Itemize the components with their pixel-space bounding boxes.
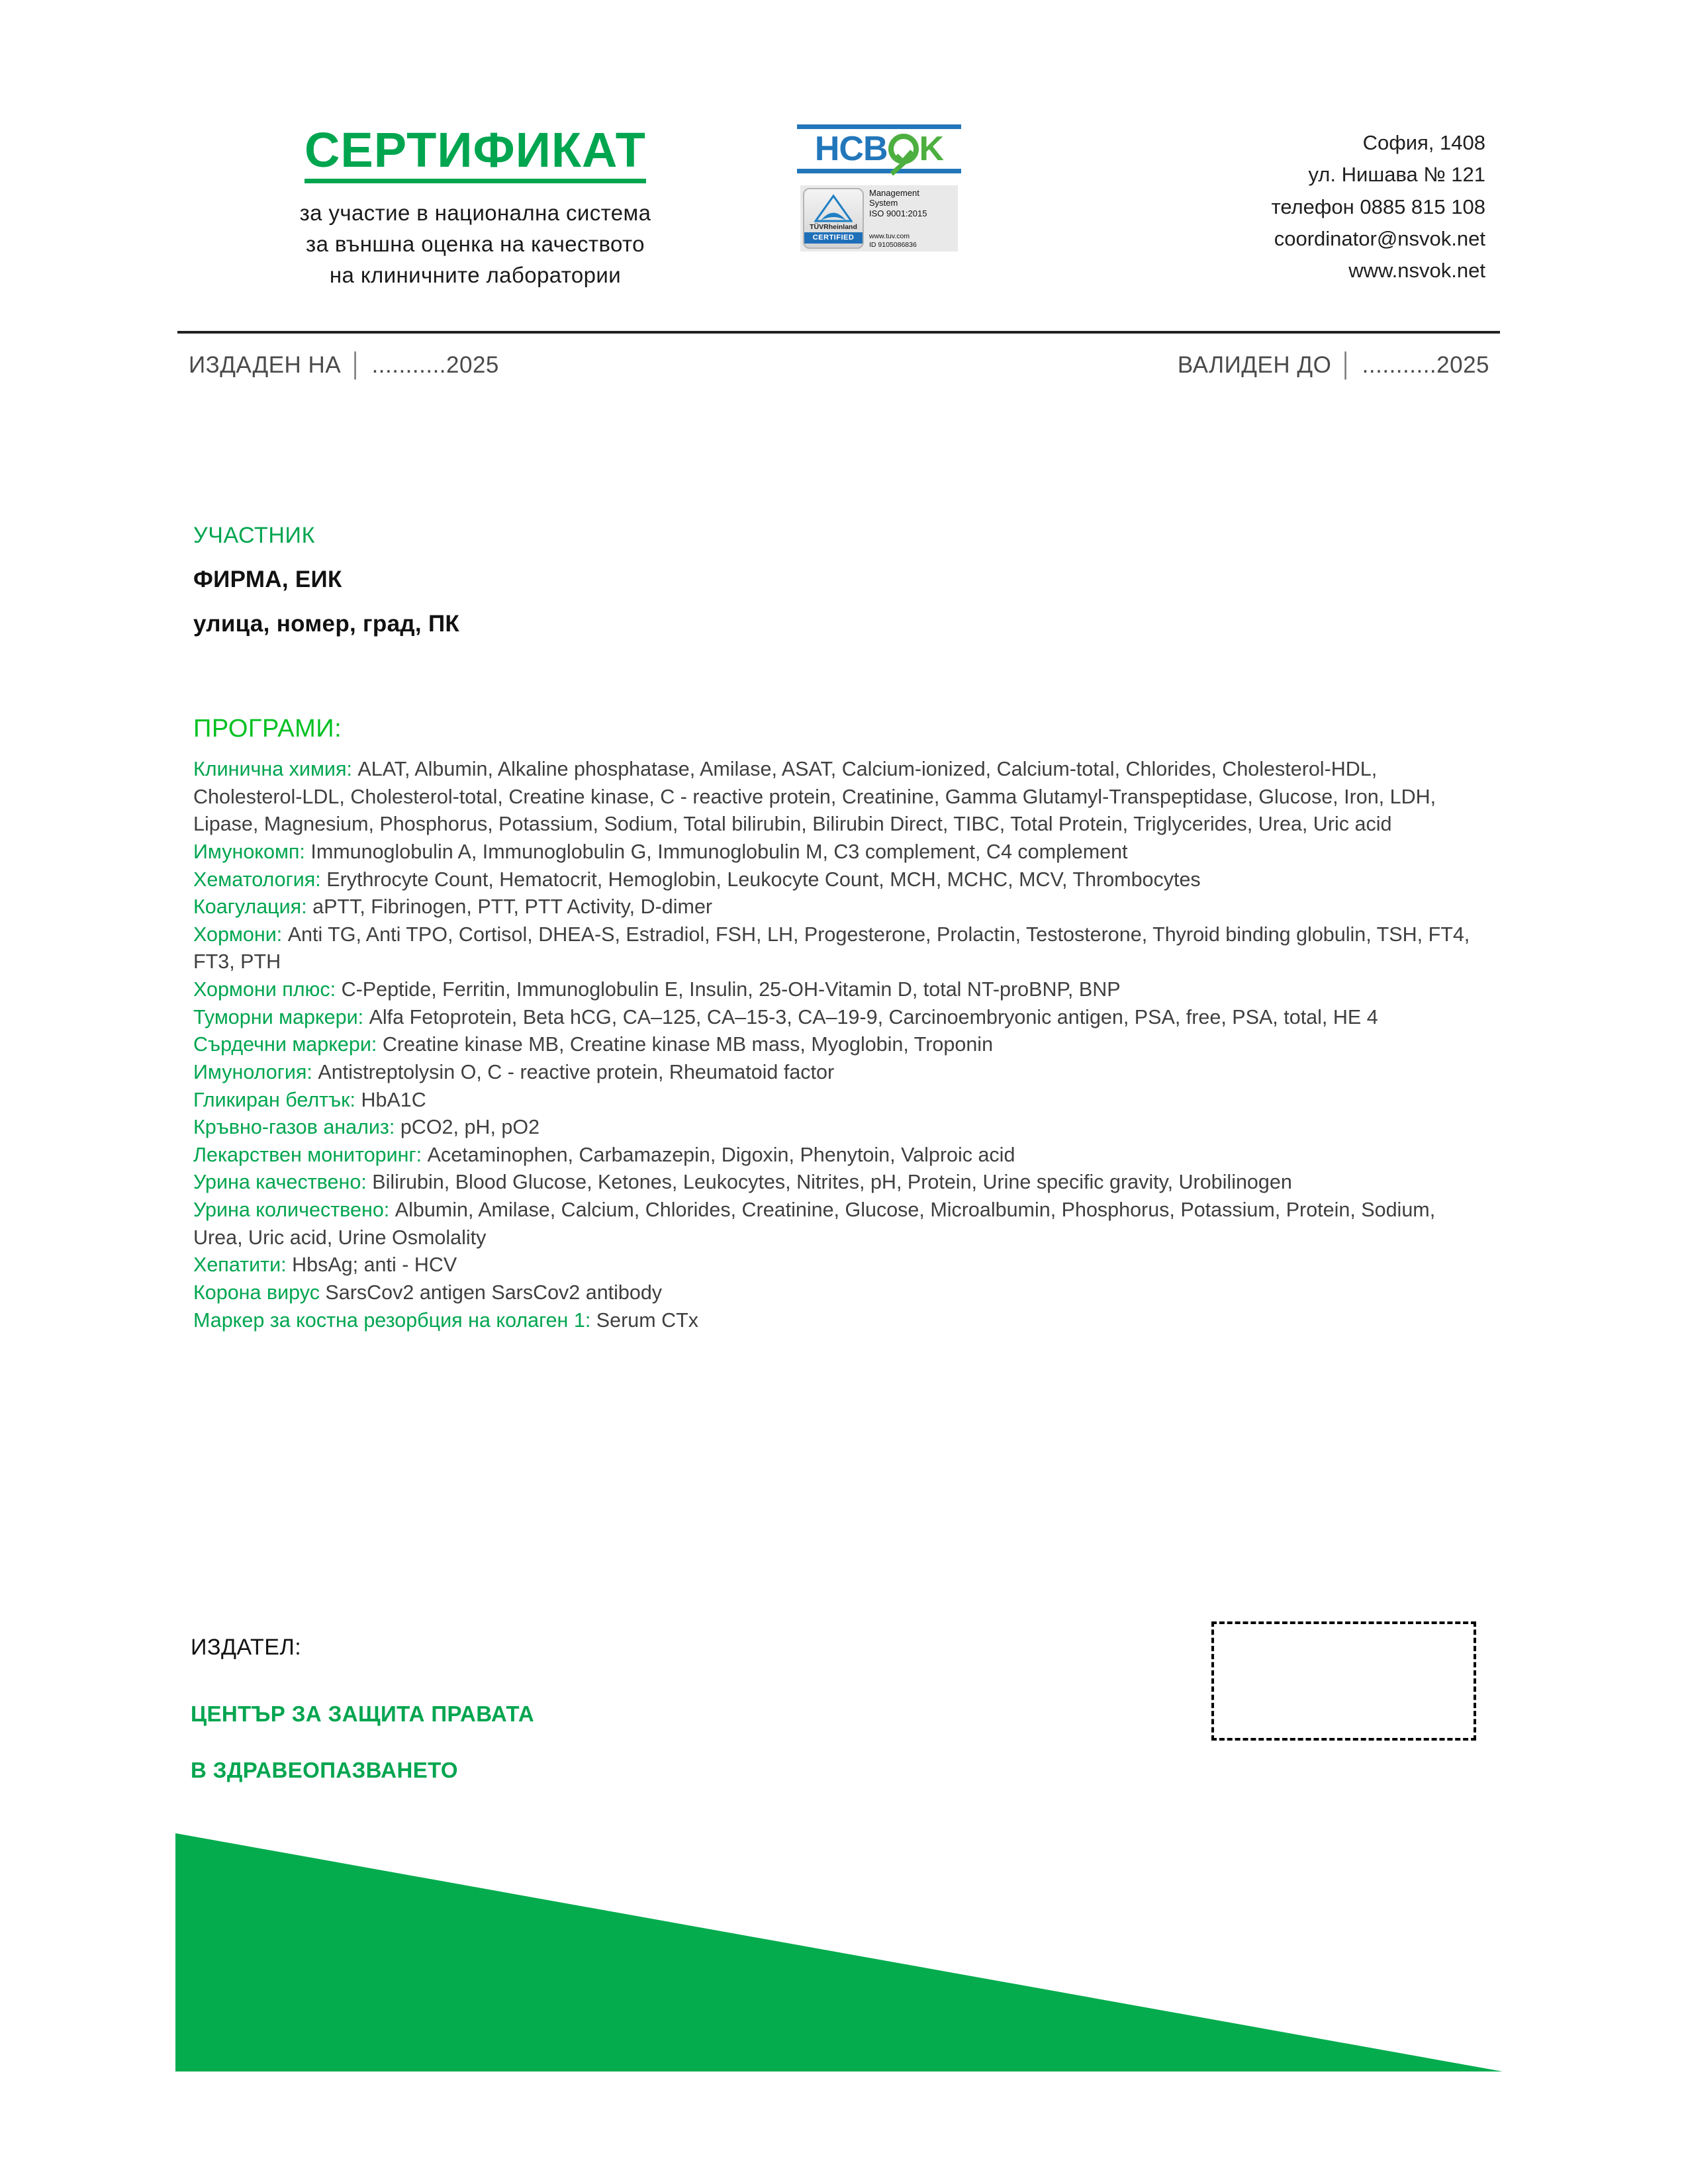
- issuer-name-line-1: ЦЕНТЪР ЗА ЗАЩИТА ПРАВАТА: [191, 1702, 535, 1726]
- program-values: HbsAg; anti - HCV: [286, 1253, 457, 1277]
- program-values: Bilirubin, Blood Glucose, Ketones, Leukocytes, Nitrites, pH, Protein, Urine specific gravity, Urobilinogen: [366, 1171, 1292, 1194]
- program-values: Serum CTx: [590, 1308, 698, 1332]
- program-row: [193, 893, 1471, 921]
- subtitle-line-1: за участие в национална система: [299, 201, 651, 225]
- tuv-line-2: System: [869, 198, 898, 208]
- program-label: Имунология:: [193, 1060, 312, 1083]
- tuv-triangle-icon: [814, 194, 853, 223]
- tuv-certification-badge: [800, 185, 958, 251]
- contact-block: [985, 119, 1500, 287]
- logo-text-blue: HCB: [814, 130, 888, 168]
- program-label: Маркер за костна резорбция на колаген 1:: [193, 1308, 591, 1332]
- program-row: [193, 1307, 1471, 1335]
- program-label: Хормони плюс:: [193, 978, 336, 1001]
- stamp-placeholder-box: [1211, 1621, 1476, 1741]
- program-row: [193, 866, 1471, 894]
- tuv-standard-lines: [869, 188, 927, 218]
- program-row: [193, 839, 1471, 866]
- subtitle-line-3: на клиничните лаборатории: [329, 262, 622, 287]
- program-row: [193, 1059, 1471, 1087]
- logo-check-circle-icon: [888, 134, 919, 164]
- program-row: [193, 976, 1471, 1004]
- certificate-subtitle: [177, 198, 773, 291]
- issued-date-separator: │: [349, 352, 364, 378]
- tuv-reference-lines: [869, 232, 927, 249]
- program-label: Корона вирус: [193, 1281, 320, 1304]
- valid-date-label: ВАЛИДЕН ДО: [1177, 352, 1332, 378]
- logo-text-green: K: [919, 130, 944, 168]
- program-row: [193, 1004, 1471, 1032]
- program-values: ALAT, Albumin, Alkaline phosphatase, Amilase, ASAT, Calcium-ionized, Calcium-total, Chlorides, Cholesterol-HDL, Cholesterol-LDL, Cholesterol-total, Creatine kinase, C - reactive protein, Creatinine, Gamma Glutamyl-Transpeptidase, Glucose, Iron, LDH, Lipase, Magnesium, Phosphorus, Potassium, Sodium, Total bilirubin, Bilirubin Direct, TIBC, Total Protein, Triglycerides, Urea, Uric acid: [193, 758, 1436, 836]
- participant-address: улица, номер, град, ПК: [193, 611, 460, 637]
- program-values: Albumin, Amilase, Calcium, Chlorides, Creatinine, Glucose, Microalbumin, Phosphorus, Potassium, Protein, Sodium, Urea, Uric acid, Urine Osmolality: [193, 1199, 1436, 1249]
- program-values: Antistreptolysin O, C - reactive protein, Rheumatoid factor: [312, 1060, 835, 1083]
- programs-list: [193, 756, 1471, 1334]
- program-label: Гликиран белтък:: [193, 1088, 355, 1111]
- program-label: Имунокомп:: [193, 840, 305, 863]
- valid-date-separator: │: [1339, 352, 1354, 378]
- issuer-name-line-2: В ЗДРАВЕОПАЗВАНЕТО: [191, 1758, 458, 1782]
- page-title: СЕРТИФИКАТ: [305, 126, 646, 183]
- program-values: C-Peptide, Ferritin, Immunoglobulin E, Insulin, 25-OH-Vitamin D, total NT-proBNP, BNP: [336, 978, 1121, 1001]
- issued-date: [189, 352, 499, 379]
- program-values: Creatine kinase MB, Creatine kinase MB mass, Myoglobin, Troponin: [377, 1033, 994, 1056]
- tuv-url: www.tuv.com: [869, 232, 910, 241]
- program-label: Клинична химия:: [193, 758, 352, 780]
- program-row: [193, 1114, 1471, 1142]
- program-values: aPTT, Fibrinogen, PTT, PTT Activity, D-dimer: [306, 895, 713, 919]
- tuv-seal-icon: [803, 188, 864, 249]
- certificate-header: [177, 119, 1500, 331]
- program-row: [193, 1279, 1471, 1307]
- logo-bottom-rule: [797, 169, 961, 173]
- issued-date-value: ...........2025: [371, 352, 499, 378]
- tuv-certified-label: CERTIFIED: [804, 232, 863, 244]
- program-row: [193, 1197, 1471, 1251]
- program-row: [193, 1142, 1471, 1169]
- contact-phone: телефон 0885 815 108: [1271, 195, 1485, 218]
- nsvok-logo-icon: [797, 124, 961, 173]
- tuv-text-block: [864, 188, 927, 249]
- program-label: Хепатити:: [193, 1253, 287, 1277]
- tuv-line-3: ISO 9001:2015: [869, 208, 927, 218]
- program-label: Коагулация:: [193, 895, 307, 919]
- program-label: Хематология:: [193, 868, 321, 891]
- valid-date: [1178, 352, 1489, 379]
- tuv-line-1: Management: [869, 188, 919, 198]
- logo-wordmark: [797, 129, 961, 169]
- header-title-block: [177, 119, 773, 291]
- program-values: Alfa Fetoprotein, Beta hCG, CA–125, CA–15-3, CA–19-9, Carcinoembryonic antigen, PSA, free, PSA, total, HE 4: [363, 1005, 1378, 1028]
- tuv-id: ID 9105086836: [869, 240, 917, 249]
- participant-section: [193, 523, 459, 637]
- header-divider: [177, 331, 1500, 334]
- program-label: Туморни маркери:: [193, 1005, 364, 1028]
- program-row: [193, 1251, 1471, 1279]
- issuer-label: ИЗДАТЕЛ:: [191, 1635, 302, 1660]
- participant-company: ФИРМА, ЕИК: [193, 567, 342, 592]
- logo-top-rule: [797, 124, 961, 129]
- valid-date-value: ...........2025: [1362, 352, 1489, 378]
- program-label: Урина количествено:: [193, 1199, 390, 1221]
- program-row: [193, 1169, 1471, 1197]
- subtitle-line-2: за външна оценка на качеството: [306, 231, 645, 256]
- programs-heading: ПРОГРАМИ:: [193, 715, 342, 743]
- issuer-section: [191, 1635, 534, 1783]
- logo-block: [773, 119, 985, 251]
- contact-website: www.nsvok.net: [1348, 259, 1485, 283]
- program-label: Кръвно-газов анализ:: [193, 1116, 395, 1139]
- contact-city: София, 1408: [1362, 131, 1485, 154]
- program-values: SarsCov2 antigen SarsCov2 antibody: [319, 1281, 663, 1304]
- program-row: [193, 1087, 1471, 1115]
- program-label: Сърдечни маркери:: [193, 1033, 377, 1056]
- footer-green-triangle: [175, 1833, 1503, 2071]
- date-row: [189, 352, 1489, 379]
- issued-date-label: ИЗДАДЕН НА: [189, 352, 342, 378]
- program-values: HbA1C: [355, 1088, 426, 1111]
- program-values: Immunoglobulin A, Immunoglobulin G, Immunoglobulin M, C3 complement, C4 complement: [305, 840, 1128, 863]
- program-row: [193, 1031, 1471, 1059]
- program-values: Erythrocyte Count, Hematocrit, Hemoglobin, Leukocyte Count, MCH, MCHC, MCV, Thrombocytes: [320, 868, 1201, 891]
- program-values: Acetaminophen, Carbamazepin, Digoxin, Phenytoin, Valproic acid: [422, 1143, 1015, 1166]
- program-values: Anti TG, Anti TPO, Cortisol, DHEA-S, Estradiol, FSH, LH, Progesterone, Prolactin, Testosterone, Thyroid binding globulin, TSH, FT4, FT3, PTH: [193, 923, 1470, 974]
- program-row: [193, 921, 1471, 976]
- program-label: Хормони:: [193, 923, 283, 946]
- program-values: pCO2, pH, pO2: [395, 1116, 540, 1139]
- program-label: Лекарствен мониторинг:: [193, 1143, 422, 1166]
- contact-street: ул. Нишава № 121: [1308, 163, 1485, 187]
- tuv-brand-label: TÜVRheinland: [810, 223, 857, 231]
- program-label: Урина качествено:: [193, 1171, 367, 1194]
- contact-email: coordinator@nsvok.net: [1274, 227, 1485, 251]
- participant-label: УЧАСТНИК: [193, 523, 315, 548]
- program-row: [193, 756, 1471, 839]
